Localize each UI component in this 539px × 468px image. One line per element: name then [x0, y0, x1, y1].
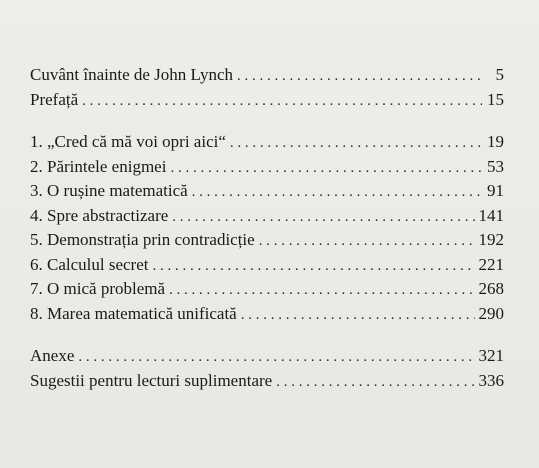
dot-leader — [259, 229, 475, 254]
dot-leader — [82, 89, 482, 114]
toc-entry — [30, 179, 504, 204]
toc-entry — [30, 277, 504, 302]
dot-leader — [237, 64, 482, 89]
dot-leader — [170, 156, 482, 181]
dot-leader — [241, 303, 475, 328]
toc-entry-page: 53 — [487, 156, 504, 176]
toc-entry-title: 3. O rușine matematică — [30, 181, 188, 200]
toc-entry-title: Anexe — [30, 346, 75, 365]
toc-back-matter — [30, 344, 504, 393]
toc-entry — [30, 253, 504, 278]
toc-entry-title: 5. Demonstrația prin contradicție — [30, 230, 255, 249]
toc-chapters — [30, 130, 504, 326]
toc-entry-title: 6. Calculul secret — [30, 254, 149, 274]
toc-entry-title: 2. Părintele enigmei — [30, 156, 167, 176]
toc-entry-page: 19 — [487, 132, 504, 151]
dot-leader — [172, 205, 474, 230]
toc-entry-title: Prefață — [30, 89, 79, 109]
dot-leader — [276, 370, 474, 395]
toc-entry-page: 91 — [487, 181, 504, 200]
toc-entry-title: 7. O mică problemă — [30, 279, 166, 298]
toc-entry-page: 221 — [478, 254, 504, 274]
dot-leader — [192, 180, 482, 205]
toc-entry — [30, 88, 504, 113]
toc-entry-page: 321 — [478, 346, 504, 365]
toc-entry — [30, 63, 504, 88]
table-of-contents — [30, 63, 504, 393]
toc-entry-page: 15 — [487, 89, 504, 109]
toc-entry-title: Sugestii pentru lecturi suplimentare — [30, 370, 273, 390]
toc-entry-page: 141 — [478, 205, 504, 225]
toc-entry — [30, 302, 504, 327]
toc-entry-page: 268 — [478, 279, 504, 298]
toc-entry — [30, 204, 504, 229]
toc-entry — [30, 130, 504, 155]
dot-leader — [153, 254, 475, 279]
toc-entry-title: 1. „Cred că mă voi opri aici“ — [30, 132, 226, 151]
toc-entry-page: 290 — [478, 303, 504, 323]
toc-entry-title: 8. Marea matematică unificată — [30, 303, 237, 323]
toc-entry — [30, 369, 504, 394]
toc-entry — [30, 344, 504, 369]
toc-entry — [30, 155, 504, 180]
toc-front-matter — [30, 63, 504, 112]
toc-entry-title: 4. Spre abstractizare — [30, 205, 169, 225]
toc-entry-page: 336 — [478, 370, 504, 390]
toc-entry-page: 192 — [478, 230, 504, 249]
dot-leader — [169, 278, 474, 303]
dot-leader — [230, 131, 482, 156]
toc-entry-title: Cuvânt înainte de John Lynch — [30, 65, 234, 84]
dot-leader — [78, 345, 474, 370]
toc-entry-page: 5 — [495, 65, 504, 84]
toc-entry — [30, 228, 504, 253]
